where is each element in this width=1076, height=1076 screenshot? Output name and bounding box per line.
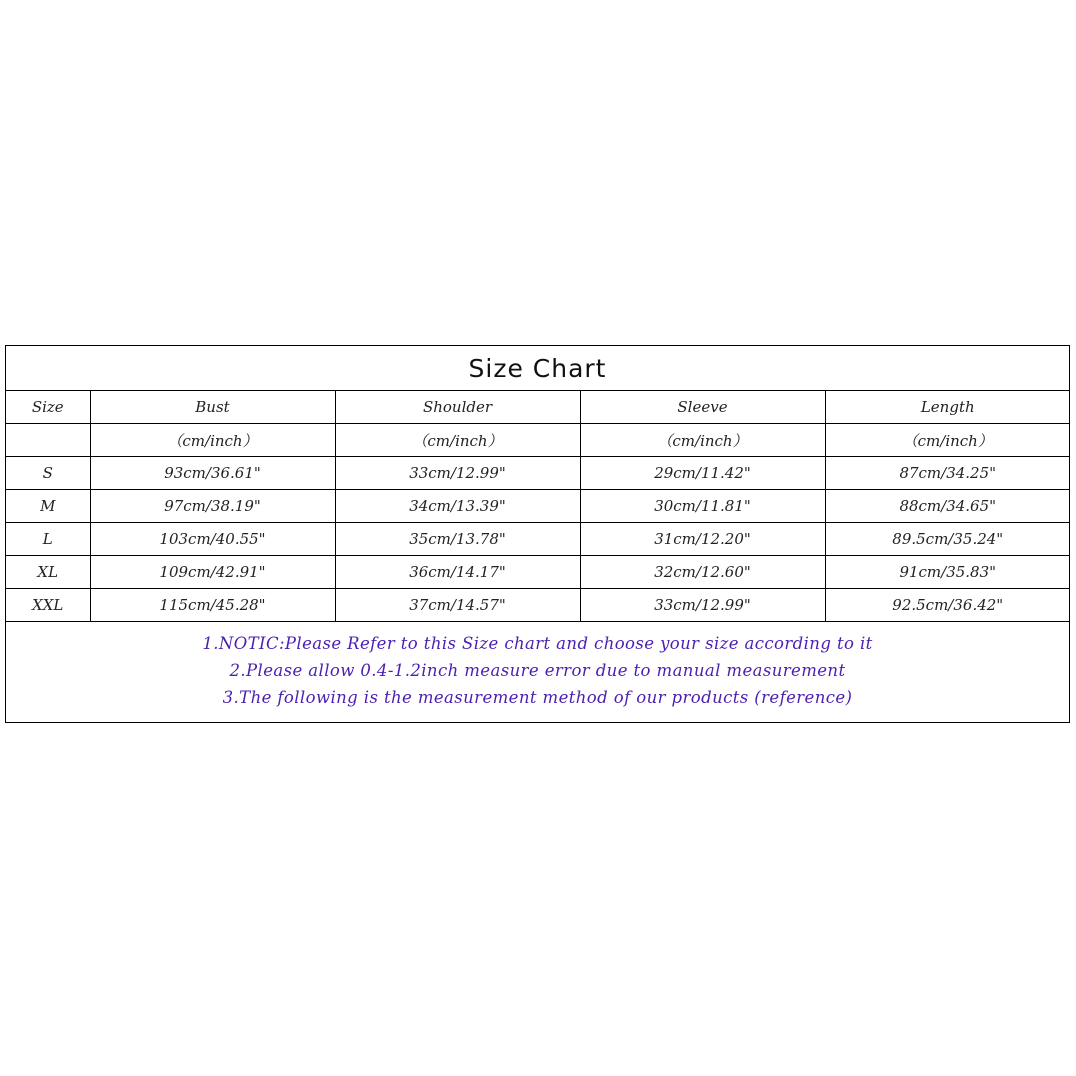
cell-sleeve: 32cm/12.60" [580, 556, 825, 589]
cell-shoulder: 37cm/14.57" [335, 589, 580, 622]
cell-size: XL [6, 556, 90, 589]
table-row [6, 556, 1070, 589]
units-row [6, 424, 1070, 457]
table-row [6, 490, 1070, 523]
size-table [6, 391, 1070, 622]
cell-shoulder: 35cm/13.78" [335, 523, 580, 556]
cell-size: XXL [6, 589, 90, 622]
cell-length: 88cm/34.65" [825, 490, 1070, 523]
header-shoulder: Shoulder [335, 391, 580, 424]
table-row [6, 457, 1070, 490]
unit-shoulder: （cm/inch） [335, 424, 580, 457]
note-line: 2.Please allow 0.4-1.2inch measure error due to manual measurement [229, 661, 846, 680]
cell-size: M [6, 490, 90, 523]
header-row [6, 391, 1070, 424]
header-sleeve: Sleeve [580, 391, 825, 424]
notes-block [6, 619, 1069, 722]
cell-size: S [6, 457, 90, 490]
cell-bust: 103cm/40.55" [90, 523, 335, 556]
cell-sleeve: 29cm/11.42" [580, 457, 825, 490]
unit-bust: （cm/inch） [90, 424, 335, 457]
cell-bust: 97cm/38.19" [90, 490, 335, 523]
size-chart [5, 345, 1070, 723]
header-bust: Bust [90, 391, 335, 424]
table-row [6, 589, 1070, 622]
unit-sleeve: （cm/inch） [580, 424, 825, 457]
note-line: 1.NOTIC:Please Refer to this Size chart and choose your size according to it [202, 634, 873, 653]
cell-length: 89.5cm/35.24" [825, 523, 1070, 556]
cell-length: 87cm/34.25" [825, 457, 1070, 490]
cell-size: L [6, 523, 90, 556]
cell-bust: 93cm/36.61" [90, 457, 335, 490]
cell-sleeve: 33cm/12.99" [580, 589, 825, 622]
cell-shoulder: 34cm/13.39" [335, 490, 580, 523]
header-size: Size [6, 391, 90, 424]
chart-title: Size Chart [6, 346, 1069, 391]
table-row [6, 523, 1070, 556]
cell-length: 92.5cm/36.42" [825, 589, 1070, 622]
cell-bust: 109cm/42.91" [90, 556, 335, 589]
cell-sleeve: 31cm/12.20" [580, 523, 825, 556]
note-line: 3.The following is the measurement method of our products (reference) [222, 688, 853, 707]
header-length: Length [825, 391, 1070, 424]
unit-size [6, 424, 90, 457]
cell-bust: 115cm/45.28" [90, 589, 335, 622]
cell-shoulder: 36cm/14.17" [335, 556, 580, 589]
cell-length: 91cm/35.83" [825, 556, 1070, 589]
unit-length: （cm/inch） [825, 424, 1070, 457]
cell-sleeve: 30cm/11.81" [580, 490, 825, 523]
cell-shoulder: 33cm/12.99" [335, 457, 580, 490]
